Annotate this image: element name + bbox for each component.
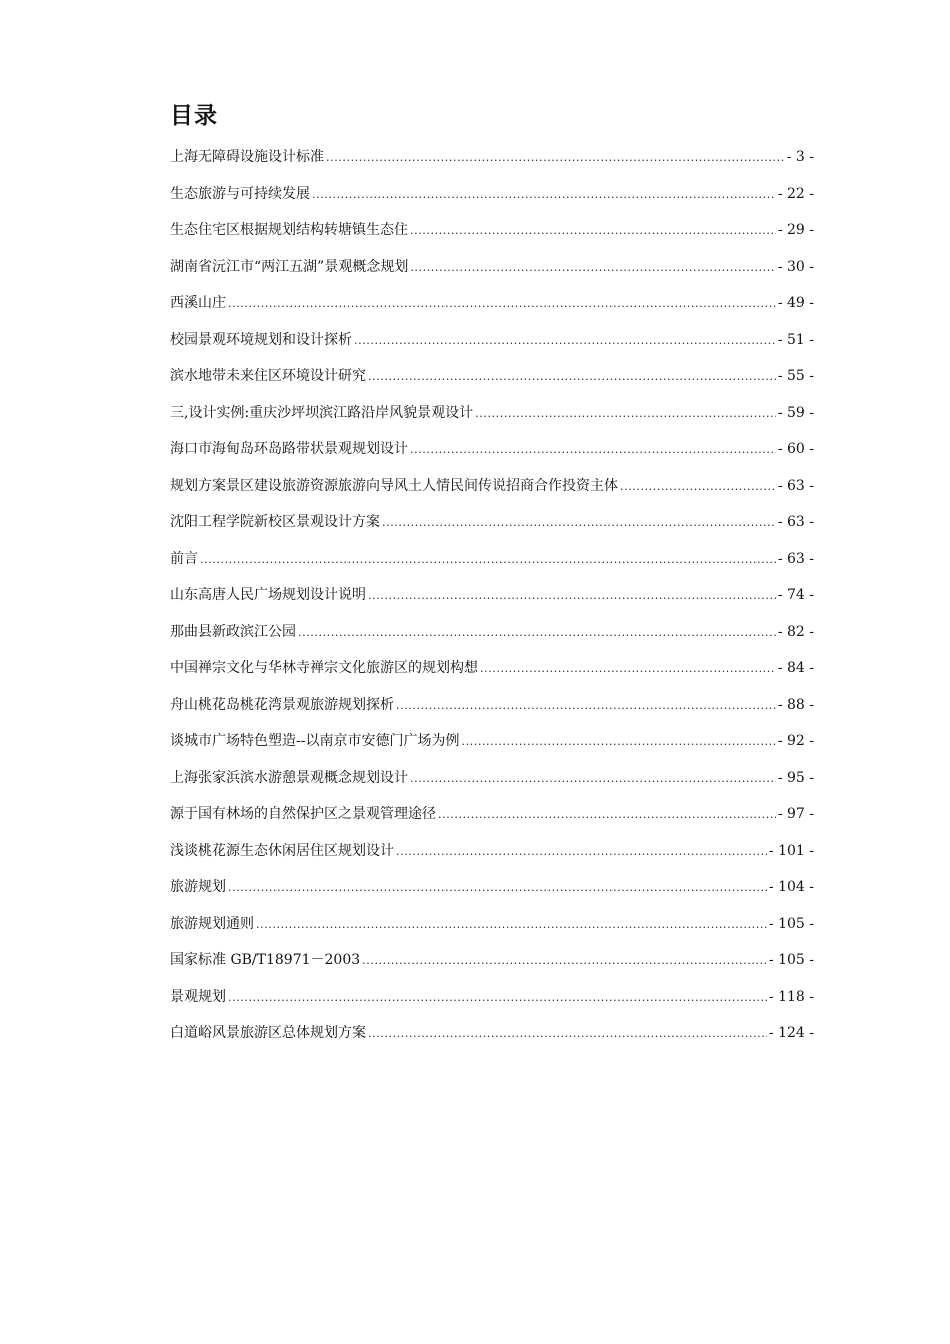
toc-entry[interactable] — [170, 142, 814, 179]
toc-entry[interactable] — [170, 982, 814, 1019]
toc-entry-page: - 95 - — [777, 769, 814, 786]
toc-entry[interactable] — [170, 325, 814, 362]
toc-entry-label: 旅游规划通则 — [170, 915, 254, 932]
toc-entry[interactable] — [170, 215, 814, 252]
dot-leader — [438, 800, 776, 830]
toc-entry-label: 山东高唐人民广场规划设计说明 — [170, 587, 366, 603]
dot-leader — [298, 618, 776, 648]
toc-entry-page: - 29 - — [777, 222, 814, 238]
dot-leader — [354, 326, 776, 356]
toc-entry-label: 那曲县新政滨江公园 — [170, 623, 296, 640]
toc-entry-page: - 104 - — [768, 879, 814, 895]
toc-entry-label: 舟山桃花岛桃花湾景观旅游规划探析 — [170, 696, 394, 713]
toc-entry-label: 滨水地带未来住区环境设计研究 — [170, 368, 366, 384]
dot-leader — [228, 873, 767, 903]
dot-leader — [382, 508, 776, 538]
dot-leader — [480, 654, 776, 684]
toc-entry[interactable] — [170, 799, 814, 836]
toc-entry[interactable] — [170, 179, 814, 216]
toc-entry-page: - 22 - — [777, 185, 814, 202]
toc-entry[interactable] — [170, 617, 814, 654]
toc-entry-page: - 74 - — [777, 587, 814, 603]
toc-entry-page: - 3 - — [786, 149, 814, 165]
dot-leader — [228, 983, 767, 1013]
toc-entry[interactable] — [170, 690, 814, 727]
dot-leader — [410, 216, 776, 246]
dot-leader — [368, 581, 776, 611]
toc-entry-page: - 101 - — [768, 842, 814, 859]
toc-entry-label: 海口市海甸岛环岛路带状景观规划设计 — [170, 441, 408, 457]
toc-entry-page: - 105 - — [768, 952, 814, 968]
toc-list — [170, 142, 814, 1055]
toc-entry-page: - 59 - — [777, 404, 814, 421]
toc-entry-label: 校园景观环境规划和设计探析 — [170, 331, 352, 348]
toc-entry-page: - 63 - — [777, 477, 814, 494]
toc-entry-label: 湖南省沅江市“两江五湖”景观概念规划 — [170, 258, 409, 275]
toc-entry[interactable] — [170, 763, 814, 800]
toc-entry-page: - 63 - — [777, 514, 814, 530]
dot-leader — [410, 253, 775, 283]
dot-leader — [256, 910, 767, 940]
toc-entry[interactable] — [170, 909, 814, 946]
toc-entry-page: - 105 - — [768, 915, 814, 932]
toc-entry-label: 谈城市广场特色塑造--以南京市安德门广场为例 — [170, 733, 460, 749]
toc-entry[interactable] — [170, 471, 814, 508]
dot-leader — [368, 362, 776, 392]
toc-entry-page: - 82 - — [777, 623, 814, 640]
toc-entry[interactable] — [170, 361, 814, 398]
dot-leader — [475, 399, 776, 429]
toc-entry-label: 沈阳工程学院新校区景观设计方案 — [170, 514, 380, 530]
toc-entry[interactable] — [170, 544, 814, 581]
toc-entry-label: 上海张家浜滨水游憩景观概念规划设计 — [170, 769, 408, 786]
dot-leader — [620, 472, 776, 502]
toc-entry[interactable] — [170, 434, 814, 471]
toc-title: 目录 — [170, 103, 218, 129]
toc-entry-page: - 49 - — [777, 295, 814, 311]
dot-leader — [326, 143, 785, 173]
toc-entry-label: 上海无障碍设施设计标准 — [170, 149, 324, 165]
dot-leader — [312, 180, 776, 210]
toc-entry[interactable] — [170, 580, 814, 617]
toc-entry-page: - 60 - — [777, 441, 814, 457]
dot-leader — [410, 435, 776, 465]
toc-entry-page: - 63 - — [777, 550, 814, 567]
toc-entry-label: 浅谈桃花源生态休闲居住区规划设计 — [170, 842, 394, 859]
dot-leader — [410, 764, 776, 794]
toc-entry-label: 西溪山庄 — [170, 295, 226, 311]
dot-leader — [362, 946, 767, 976]
dot-leader — [200, 545, 776, 575]
toc-entry-label: 三,设计实例:重庆沙坪坝滨江路沿岸风貌景观设计 — [170, 404, 474, 421]
toc-entry-page: - 92 - — [777, 733, 814, 749]
toc-entry-page: - 97 - — [777, 806, 814, 822]
toc-entry-label: 景观规划 — [170, 988, 226, 1005]
toc-entry[interactable] — [170, 507, 814, 544]
toc-entry[interactable] — [170, 1018, 814, 1055]
toc-entry[interactable] — [170, 252, 814, 289]
toc-entry-label: 国家标准 GB/T18971－2003 — [170, 952, 361, 968]
toc-entry-label: 生态住宅区根据规划结构转塘镇生态住 — [170, 222, 408, 238]
toc-entry[interactable] — [170, 836, 814, 873]
toc-entry-page: - 88 - — [777, 696, 814, 713]
toc-entry-label: 生态旅游与可持续发展 — [170, 185, 310, 202]
toc-entry-label: 源于国有林场的自然保护区之景观管理途径 — [170, 806, 436, 822]
dot-leader — [396, 691, 776, 721]
toc-entry[interactable] — [170, 653, 814, 690]
toc-entry-page: - 51 - — [777, 331, 814, 348]
toc-entry-label: 前言 — [170, 550, 198, 567]
dot-leader — [228, 289, 776, 319]
toc-entry[interactable] — [170, 398, 814, 435]
dot-leader — [368, 1019, 767, 1049]
toc-entry[interactable] — [170, 872, 814, 909]
toc-entry-label: 中国禅宗文化与华林寺禅宗文化旅游区的规划构想 — [170, 660, 478, 676]
toc-entry-page: - 84 - — [777, 660, 814, 676]
toc-entry-label: 规划方案景区建设旅游资源旅游向导风土人情民间传说招商合作投资主体 — [170, 477, 618, 494]
dot-leader — [461, 727, 775, 757]
toc-entry-label: 白道峪风景旅游区总体规划方案 — [170, 1025, 366, 1041]
toc-entry[interactable] — [170, 945, 814, 982]
toc-entry[interactable] — [170, 726, 814, 763]
dot-leader — [396, 837, 767, 867]
toc-entry-page: - 30 - — [777, 258, 814, 275]
toc-entry-page: - 55 - — [777, 368, 814, 384]
toc-entry-page: - 118 - — [768, 988, 814, 1005]
toc-entry-label: 旅游规划 — [170, 879, 226, 895]
toc-entry[interactable] — [170, 288, 814, 325]
toc-entry-page: - 124 - — [768, 1025, 814, 1041]
